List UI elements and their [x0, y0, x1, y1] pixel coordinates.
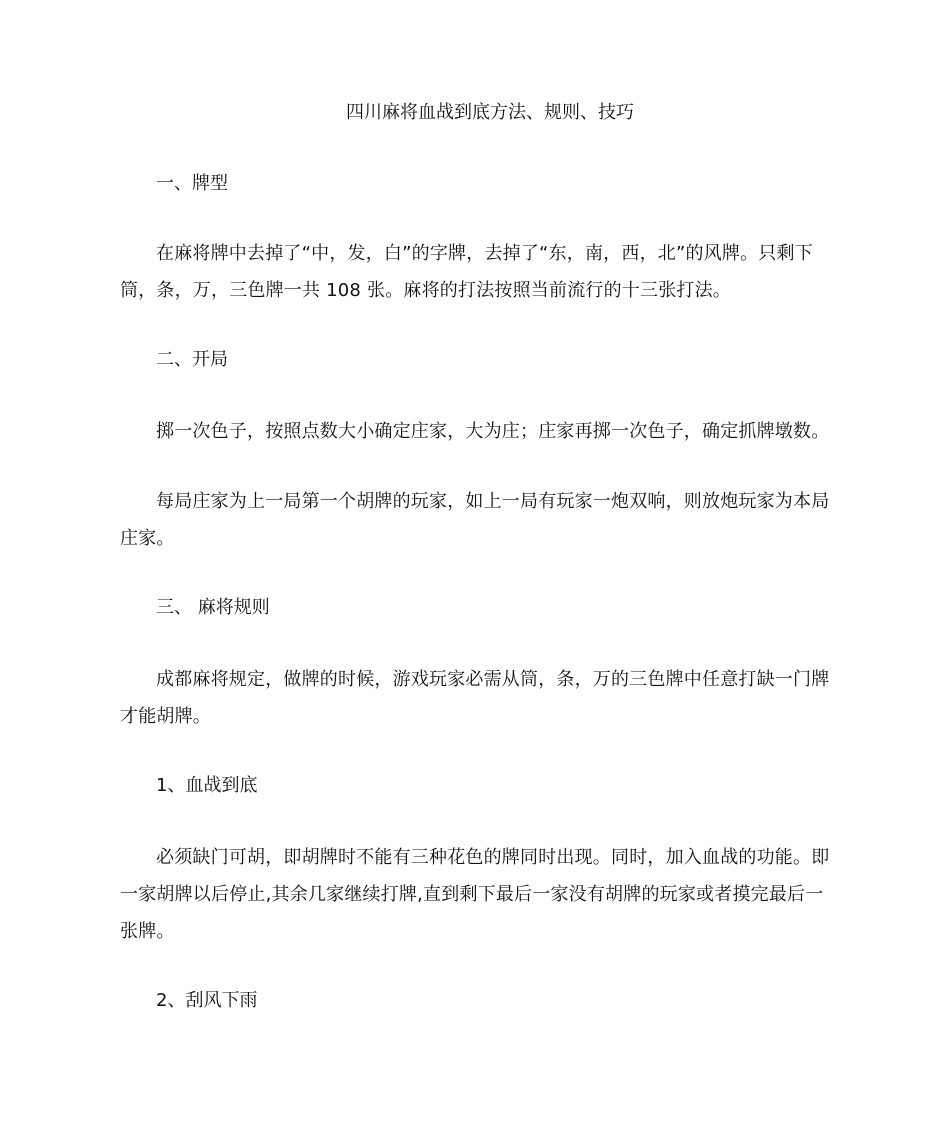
section-heading-rules: 三、 麻将规则: [156, 597, 270, 618]
paragraph-kai-ju-dealer: 每局庄家为上一局第一个胡牌的玩家，如上一局有玩家一炮双响，则放炮玩家为本局庄家。: [120, 491, 830, 549]
section-heading-gua-feng: 2、刮风下雨: [156, 990, 258, 1011]
paragraph-pai-xing: 在麻将牌中去掉了“中，发，白”的字牌，去掉了“东，南，西，北”的风牌。只剩下筒，条，万，三色牌一共 108 张。麻将的打法按照当前流行的十三张打法。: [120, 243, 813, 301]
document-title: 四川麻将血战到底方法、规则、技巧: [346, 102, 634, 123]
paragraph-rules: 成都麻将规定，做牌的时候，游戏玩家必需从筒，条，万的三色牌中任意打缺一门牌才能胡牌。: [120, 669, 830, 727]
paragraph-kai-ju-dice: 掷一次色子，按照点数大小确定庄家，大为庄；庄家再掷一次色子，确定抓牌墩数。: [156, 421, 830, 442]
section-heading-pai-xing: 一、牌型: [156, 173, 228, 194]
section-heading-kai-ju: 二、开局: [156, 349, 228, 370]
paragraph-xue-zhan: 必须缺门可胡，即胡牌时不能有三种花色的牌同时出现。同时，加入血战的功能。即一家胡牌以后停止,其余几家继续打牌,直到剩下最后一家没有胡牌的玩家或者摸完最后一张牌。: [120, 847, 830, 942]
section-heading-xue-zhan: 1、血战到底: [156, 775, 258, 796]
